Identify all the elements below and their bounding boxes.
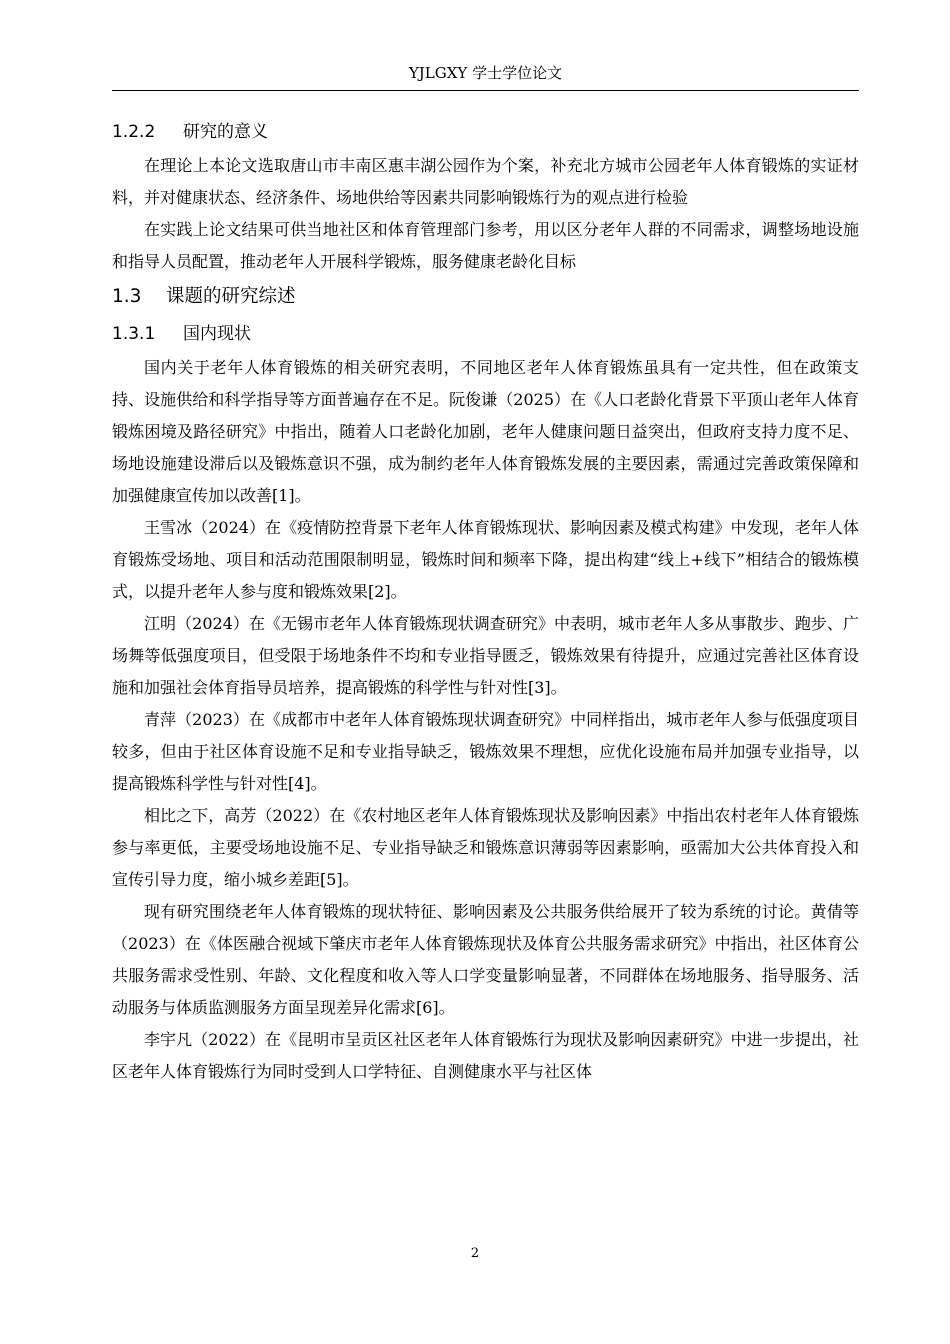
section-title: 课题的研究综述 (166, 286, 296, 307)
paragraph: 在理论上本论文选取唐山市丰南区惠丰湖公园作为个案，补充北方城市公园老年人体育锻炼的实证材料，并对健康状态、经济条件、场地供给等因素共同影响锻炼行为的观点进行检验 (112, 156, 859, 207)
section-heading-1-3-1 (112, 316, 859, 352)
paragraph: 国内关于老年人体育锻炼的相关研究表明，不同地区老年人体育锻炼虽具有一定共性，但在政策支持、设施供给和科学指导等方面普遍存在不足。阮俊谦（2025）在《人口老龄化背景下平顶山老年人体育锻炼困境及路径研究》中指出，随着人口老龄化加剧，老年人健康问题日益突出，但政府支持力度不足、场地设施建设滞后以及锻炼意识不强，成为制约老年人体育锻炼发展的主要因素，需通过完善政策保障和加强健康宣传加以改善[1]。 (112, 358, 859, 505)
paragraph: 王雪冰（2024）在《疫情防控背景下老年人体育锻炼现状、影响因素及模式构建》中发现，老年人体育锻炼受场地、项目和活动范围限制明显，锻炼时间和频率下降，提出构建“线上+线下”相结合的锻炼模式，以提升老年人参与度和锻炼效果[2]。 (112, 518, 859, 601)
header-rule (112, 90, 859, 91)
section-title: 研究的意义 (183, 122, 268, 142)
paragraph: 青萍（2023）在《成都市中老年人体育锻炼现状调查研究》中同样指出，城市老年人参与低强度项目较多，但由于社区体育设施不足和专业指导缺乏，锻炼效果不理想，应优化设施布局并加强专业指导，以提高锻炼科学性与针对性[4]。 (112, 710, 859, 793)
paragraph: 李宇凡（2022）在《昆明市呈贡区社区老年人体育锻炼行为现状及影响因素研究》中进一步提出，社区老年人体育锻炼行为同时受到人口学特征、自测健康水平与社区体 (112, 1030, 859, 1081)
section-heading-1-3 (112, 278, 859, 316)
page-body (112, 112, 859, 1088)
paragraph: 相比之下，高芳（2022）在《农村地区老年人体育锻炼现状及影响因素》中指出农村老年人体育锻炼参与率更低，主要受场地设施不足、专业指导缺乏和锻炼意识薄弱等因素影响，亟需加大公共体育投入和宣传引导力度，缩小城乡差距[5]。 (112, 806, 859, 889)
section-number: 1.2.2 (112, 122, 156, 142)
section-number: 1.3 (112, 286, 142, 307)
paragraph: 现有研究围绕老年人体育锻炼的现状特征、影响因素及公共服务供给展开了较为系统的讨论。黄倩等（2023）在《体医融合视域下肇庆市老年人体育锻炼现状及体育公共服务需求研究》中指出，社区体育公共服务需求受性别、年龄、文化程度和收入等人口学变量影响显著，不同群体在场地服务、指导服务、活动服务与体质监测服务方面呈现差异化需求[6]。 (112, 902, 859, 1017)
page-number: 2 (470, 1246, 480, 1261)
section-number: 1.3.1 (112, 324, 156, 344)
section-title: 国内现状 (183, 324, 251, 344)
running-header: YJLGXY 学士学位论文 (408, 64, 563, 82)
section-heading-1-2-2 (112, 114, 859, 150)
paragraph: 在实践上论文结果可供当地社区和体育管理部门参考，用以区分老年人群的不同需求，调整场地设施和指导人员配置，推动老年人开展科学锻炼，服务健康老龄化目标 (112, 220, 859, 271)
paragraph: 江明（2024）在《无锡市老年人体育锻炼现状调查研究》中表明，城市老年人多从事散步、跑步、广场舞等低强度项目，但受限于场地条件不均和专业指导匮乏，锻炼效果有待提升，应通过完善社区体育设施和加强社会体育指导员培养，提高锻炼的科学性与针对性[3]。 (112, 614, 859, 697)
